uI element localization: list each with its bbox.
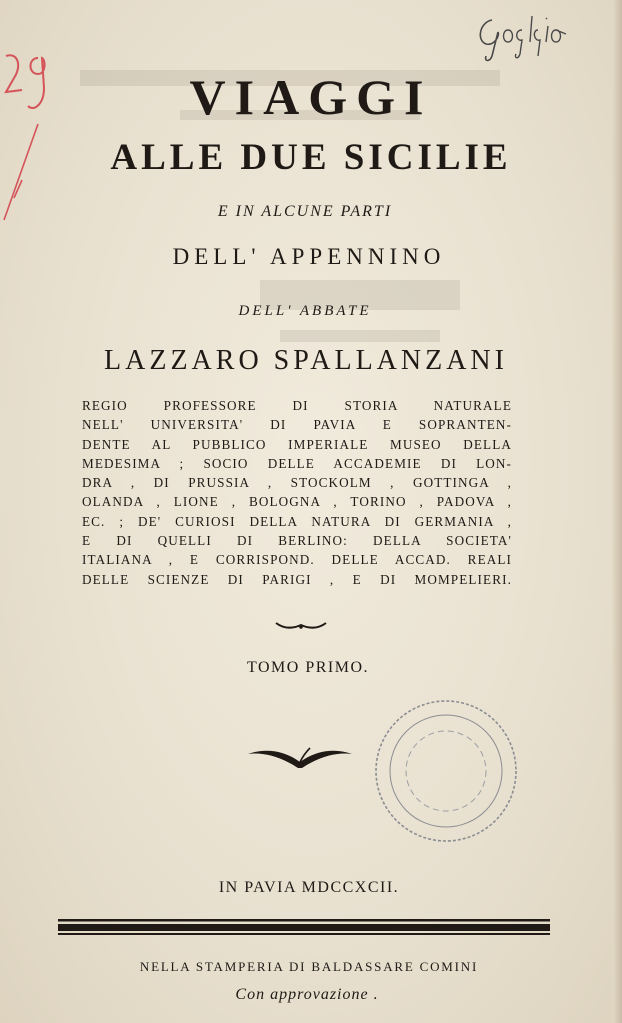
imprint-printer: NELLA STAMPERIA DI BALDASSARE COMINI xyxy=(139,959,479,974)
large-flourish-ornament-icon xyxy=(244,738,356,772)
credential-line: E DI QUELLI DI BERLINO: DELLA SOCIETA' xyxy=(82,533,512,549)
library-stamp-icon xyxy=(372,697,520,845)
credential-line: MEDESIMA ; SOCIO DELLE ACCADEMIE DI LON- xyxy=(82,455,512,471)
credential-line: ITALIANA , E CORRISPOND. DELLE ACCAD. REALI xyxy=(82,552,512,568)
small-ornament-icon xyxy=(274,617,328,633)
credential-line: NELL' UNIVERSITA' DI PAVIA E SOPRANTEN- xyxy=(82,417,512,433)
handwritten-owner-inscription xyxy=(474,4,604,64)
imprint-approval: Con approvazione . xyxy=(235,986,379,1003)
title-main: VIAGGI xyxy=(189,69,433,125)
title-italic-line: E IN ALCUNE PARTI xyxy=(217,203,393,220)
author-name: LAZZARO SPALLANZANI xyxy=(104,345,508,376)
title-appennino: DELL' APPENNINO xyxy=(172,244,446,269)
credential-line: DENTE AL PUBBLICO IMPERIALE MUSEO DELLA xyxy=(82,436,512,452)
author-credentials xyxy=(82,396,512,589)
author-prefix: DELL' ABBATE xyxy=(238,303,372,319)
credential-line: OLANDA , LIONE , BOLOGNA , TORINO , PADOVA , xyxy=(82,494,512,510)
credential-line: EC. ; DE' CURIOSI DELLA NATURA DI GERMANIA , xyxy=(82,513,512,529)
volume-label: TOMO PRIMO. xyxy=(247,659,369,676)
title-subtitle: ALLE DUE SICILIE xyxy=(110,137,512,178)
credential-line: REGIO PROFESSORE DI STORIA NATURALE xyxy=(82,398,512,413)
double-rule-divider xyxy=(58,918,550,938)
credential-line: DRA , DI PRUSSIA , STOCKOLM , GOTTINGA , xyxy=(82,475,512,491)
imprint-place-date: IN PAVIA MDCCXCII. xyxy=(218,879,400,896)
credential-line: DELLE SCIENZE DI PARIGI , E DI MOMPELIERI. xyxy=(82,571,512,587)
